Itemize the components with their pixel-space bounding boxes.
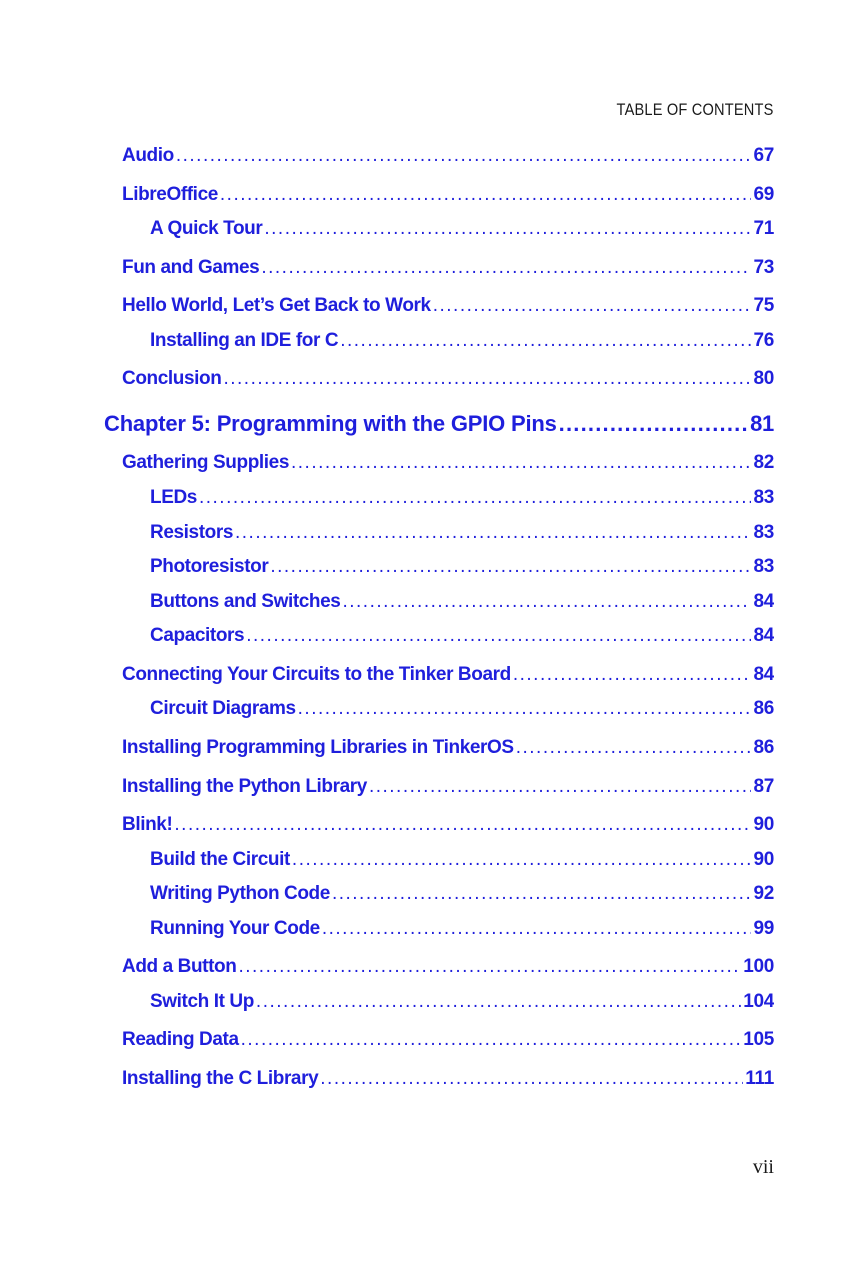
toc-entry-title: A Quick Tour <box>150 218 263 239</box>
toc-entry-page-number: 67 <box>753 145 774 166</box>
toc-entry[interactable] <box>122 257 774 283</box>
toc-entry-page-number: 87 <box>753 776 774 797</box>
dot-leader <box>174 814 751 836</box>
dot-leader <box>261 257 751 279</box>
toc-entry-page-number: 84 <box>753 591 774 612</box>
toc-entry-page-number: 92 <box>753 883 774 904</box>
toc-entry[interactable] <box>122 776 774 802</box>
toc-entry[interactable] <box>150 918 774 944</box>
toc-entry-title: Circuit Diagrams <box>150 698 296 719</box>
dot-leader <box>369 776 752 798</box>
dot-leader <box>246 625 751 647</box>
toc-entry[interactable] <box>150 698 774 724</box>
toc-entry[interactable] <box>150 556 774 582</box>
toc-entry-title: Build the Circuit <box>150 849 290 870</box>
toc-entry[interactable] <box>122 737 774 763</box>
toc-entry[interactable] <box>150 883 774 909</box>
toc-entry[interactable] <box>122 814 774 840</box>
toc-entry-page-number: 80 <box>753 368 774 389</box>
toc-entry[interactable] <box>122 145 774 171</box>
toc-entry-title: Installing Programming Libraries in TinkerOS <box>122 737 514 758</box>
toc-entry[interactable] <box>122 452 774 478</box>
toc-entry-title: LEDs <box>150 487 197 508</box>
toc-entry[interactable] <box>122 664 774 690</box>
dot-leader <box>176 145 752 167</box>
toc-entry-title: LibreOffice <box>122 184 218 205</box>
toc-entry-title: Hello World, Let’s Get Back to Work <box>122 295 431 316</box>
toc-entry-page-number: 104 <box>743 991 774 1012</box>
toc-entry-page-number: 105 <box>743 1029 774 1050</box>
toc-entry[interactable] <box>122 956 774 982</box>
dot-leader <box>342 591 751 613</box>
toc-entry-title: Installing the Python Library <box>122 776 367 797</box>
dot-leader <box>270 556 751 578</box>
toc-entry-title: Installing the C Library <box>122 1068 319 1089</box>
toc-entry-title: Audio <box>122 145 174 166</box>
toc-entry-title: Writing Python Code <box>150 883 330 904</box>
toc-entry-page-number: 83 <box>753 556 774 577</box>
toc-entry-page-number: 83 <box>753 522 774 543</box>
toc-entry-title: Reading Data <box>122 1029 239 1050</box>
toc-entry[interactable] <box>150 487 774 513</box>
toc-entry-page-number: 76 <box>753 330 774 351</box>
toc-entry[interactable] <box>150 591 774 617</box>
toc-entry[interactable] <box>122 1068 774 1094</box>
toc-entry[interactable] <box>122 184 774 210</box>
toc-entry-page-number: 90 <box>753 814 774 835</box>
toc-entry-page-number: 100 <box>743 956 774 977</box>
toc-entry-title: Switch It Up <box>150 991 254 1012</box>
toc-entry-page-number: 75 <box>753 295 774 316</box>
toc-entry[interactable] <box>150 625 774 651</box>
toc-entry-title: Capacitors <box>150 625 245 646</box>
dot-leader <box>516 737 752 759</box>
toc-entry-page-number: 84 <box>753 625 774 646</box>
toc-entry-title: Running Your Code <box>150 918 320 939</box>
toc-entry-title: Fun and Games <box>122 257 260 278</box>
dot-leader <box>241 1029 742 1051</box>
toc-entry-page-number: 71 <box>753 218 774 239</box>
dot-leader <box>220 184 752 206</box>
toc-entry-title: Add a Button <box>122 956 237 977</box>
toc-chapter-entry[interactable] <box>104 411 774 441</box>
dot-leader <box>199 487 751 509</box>
toc-entry-page-number: 82 <box>753 452 774 473</box>
toc-entry-page-number: 73 <box>753 257 774 278</box>
toc-entry[interactable] <box>150 522 774 548</box>
toc-entry[interactable] <box>150 849 774 875</box>
dot-leader <box>292 849 752 871</box>
toc-entry-page-number: 83 <box>753 487 774 508</box>
dot-leader <box>332 883 752 905</box>
toc-entry-page-number: 81 <box>750 411 774 436</box>
dot-leader <box>433 295 752 317</box>
toc-entry-page-number: 99 <box>753 918 774 939</box>
dot-leader <box>513 664 752 686</box>
toc-entry-page-number: 86 <box>753 698 774 719</box>
dot-leader <box>298 698 752 720</box>
toc-entry[interactable] <box>150 218 774 244</box>
dot-leader <box>320 1068 743 1090</box>
toc-entry-title: Gathering Supplies <box>122 452 289 473</box>
dot-leader <box>235 522 751 544</box>
dot-leader <box>291 452 751 474</box>
toc-entry-page-number: 84 <box>753 664 774 685</box>
toc-entry-page-number: 69 <box>753 184 774 205</box>
toc-entry-title: Blink! <box>122 814 173 835</box>
toc-entry-title: Photoresistor <box>150 556 269 577</box>
toc-entry-title: Conclusion <box>122 368 222 389</box>
dot-leader <box>238 956 741 978</box>
dot-leader <box>340 330 751 352</box>
toc-entry-title: Chapter 5: Programming with the GPIO Pins <box>104 411 557 436</box>
toc-entry-page-number: 86 <box>753 737 774 758</box>
page-number: vii <box>752 1156 774 1178</box>
toc-entry-title: Connecting Your Circuits to the Tinker Board <box>122 664 511 685</box>
dot-leader <box>322 918 752 940</box>
toc-entry[interactable] <box>122 368 774 394</box>
dot-leader <box>559 411 748 437</box>
running-head: TABLE OF CONTENTS <box>616 100 774 119</box>
toc-entry[interactable] <box>122 295 774 321</box>
toc-entry[interactable] <box>150 330 774 356</box>
dot-leader <box>256 991 741 1013</box>
toc-entry[interactable] <box>150 991 774 1017</box>
toc-entry-title: Buttons and Switches <box>150 591 341 612</box>
toc-entry-page-number: 90 <box>753 849 774 870</box>
toc-entry-title: Installing an IDE for C <box>150 330 339 351</box>
toc-entry-page-number: 111 <box>745 1068 774 1089</box>
dot-leader <box>264 218 751 240</box>
toc-entry-title: Resistors <box>150 522 233 543</box>
toc-entry[interactable] <box>122 1029 774 1055</box>
dot-leader <box>223 368 751 390</box>
